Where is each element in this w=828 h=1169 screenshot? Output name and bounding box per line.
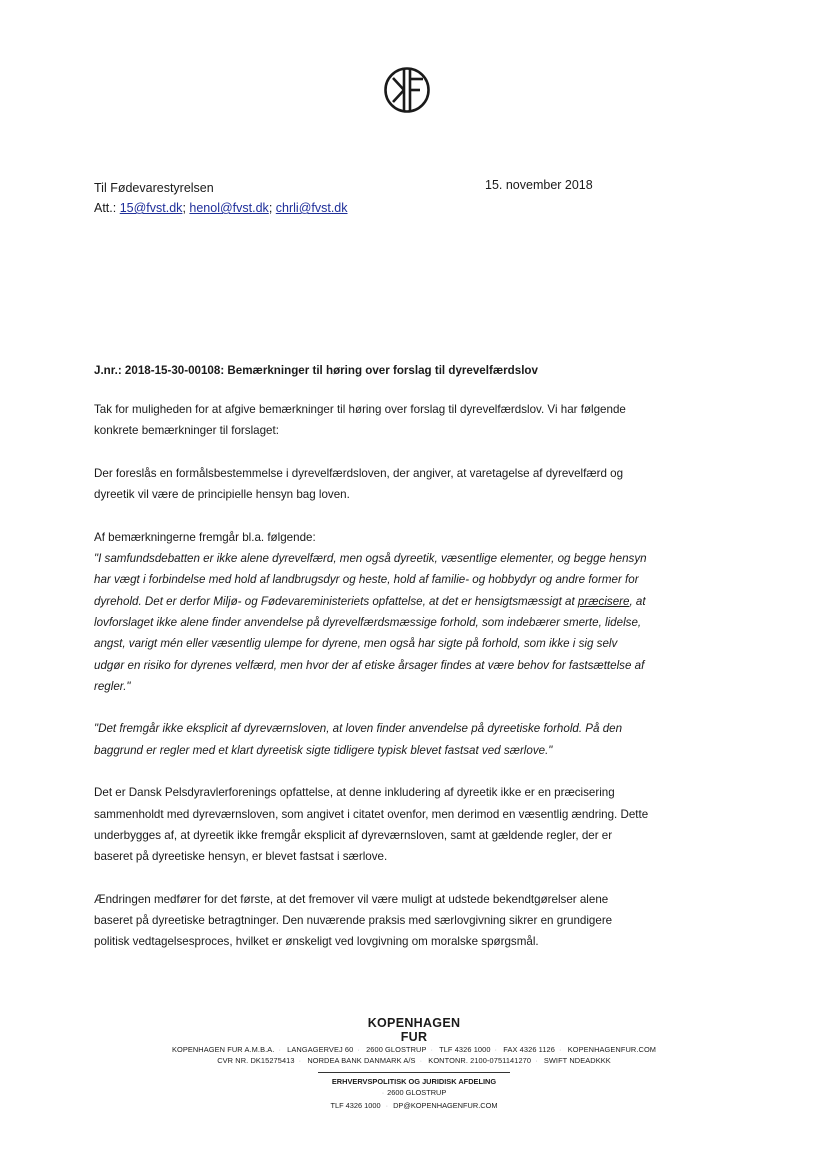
quote-text: "I samfundsdebatten er ikke alene dyrevelfærd, men også dyreetik, væsentlige elementer, og begge hensyn har vægt i forbindelse med hold af landbrugsdyr og heste, hold af familie- og hobbydyr og andre former for dyrehold. Det er derfor Miljø- og Fødevareministeriets opfattelse, at det er hensigtsmæssigt at — [94, 552, 647, 608]
footer-brand — [0, 1016, 828, 1044]
quote-text: , at lovforslaget ikke alene finder anvendelse på dyrevelfærdsmæssige forhold, som indebærer smerte, lidelse, angst, varigt mén eller væsentlig ulempe for dyrene, men også har sigte på forhold, som ikke i sig selv udgør en risiko for dyrenes velfærd, men hvor der af etiske årsager findes at være behov for fastsættelse af regler." — [94, 594, 646, 693]
brand-line-2: FUR — [400, 1030, 428, 1044]
letter-body — [94, 399, 649, 974]
phone: TLF 4326 1000 — [439, 1045, 491, 1054]
paragraph-intro: Tak for muligheden for at afgive bemærkninger til høring over forslag til dyrevelfærdslov. Vi har følgende konkrete bemærkninger til forslaget: — [94, 403, 626, 438]
department-city — [0, 1088, 828, 1098]
fax: FAX 4326 1126 — [503, 1045, 555, 1054]
paragraph-consequence: Ændringen medfører for det første, at det fremover vil være muligt at udstede bekendtgørelser alene baseret på dyreetiske betragtninger. Den nuværende praksis med særlovgivning sikrer en grundigere politisk vedtagelsesproces, hvilket er ønskeligt ved lovgivning om moralske spørgsmål. — [94, 892, 613, 949]
letter-date: 15. november 2018 — [485, 178, 593, 192]
footer-separator: · — [357, 1045, 360, 1054]
footer-separator: · — [298, 1056, 302, 1065]
footer-separator: · — [278, 1045, 282, 1054]
footer-divider — [318, 1072, 510, 1073]
footer-separator: · — [385, 1101, 389, 1110]
department-contact — [0, 1101, 828, 1111]
brand-line-1: KOPENHAGEN — [367, 1016, 461, 1030]
footer-bank-line — [0, 1056, 828, 1066]
footer-contact-line — [0, 1045, 828, 1055]
dept-email: DP@KOPENHAGENFUR.COM — [393, 1101, 498, 1110]
quote-intro: Af bemærkningerne fremgår bl.a. følgende: — [94, 530, 316, 544]
email-link-2[interactable]: henol@fvst.dk — [189, 201, 269, 215]
company-name: KOPENHAGEN FUR A.M.B.A. — [171, 1045, 275, 1054]
email-link-1[interactable]: 15@fvst.dk — [119, 201, 183, 215]
subject-line: J.nr.: 2018-15-30-00108: Bemærkninger til høring over forslag til dyrevelfærdslov — [94, 364, 538, 377]
website: KOPENHAGENFUR.COM — [567, 1045, 657, 1054]
quote-remarks — [94, 548, 649, 697]
cvr-number: CVR NR. DK15275413 — [217, 1056, 295, 1065]
att-label: Att.: — [94, 201, 117, 215]
email-link-3[interactable]: chrli@fvst.dk — [275, 201, 348, 215]
quote-underlined-word: præcisere — [577, 594, 630, 608]
paragraph-purpose: Der foreslås en formålsbestemmelse i dyrevelfærdsloven, der angiver, at varetagelse af dyrevelfærd og dyreetik vil være de principielle hensyn bag loven. — [94, 466, 624, 502]
footer-separator: · — [558, 1045, 562, 1054]
dept-phone: TLF 4326 1000 — [330, 1101, 381, 1110]
swift-code: SWIFT NDEADKKK — [543, 1056, 611, 1065]
kf-monogram-icon — [383, 66, 431, 114]
footer-separator: · — [430, 1045, 434, 1054]
department-name: ERHVERVSPOLITISK OG JURIDISK AFDELING — [331, 1077, 497, 1086]
footer-separator: · — [535, 1056, 538, 1065]
attention-line — [94, 198, 348, 218]
quote-second: "Det fremgår ikke eksplicit af dyreværnsloven, at loven finder anvendelse på dyreetiske forhold. På den baggrund er regler med et klart dyreetisk sigte tidligere typisk blevet fastsat ved særlove." — [94, 722, 623, 757]
dept-city-text: 2600 GLOSTRUP — [387, 1088, 447, 1097]
email-separator: ; — [268, 201, 273, 215]
postal-city: 2600 GLOSTRUP — [366, 1045, 427, 1054]
bank-name: NORDEA BANK DANMARK A/S — [307, 1056, 416, 1065]
recipient: Til Fødevarestyrelsen — [94, 181, 214, 195]
account-number: KONTONR. 2100-0751141270 — [428, 1056, 532, 1065]
paragraph-opinion: Det er Dansk Pelsdyravlerforenings opfattelse, at denne inkludering af dyreetik ikke er en præcisering sammenholdt med dyreværnsloven, som angivet i citatet ovenfor, men derimod en væsentlig ændring. Dette underbygges af, at dyreetik ikke fremgår eksplicit af dyreværnsloven, samt at gældende regler, der er baseret på dyreetiske hensyn, er blevet fastsat i særlove. — [94, 786, 649, 864]
recipient-block — [94, 178, 348, 218]
footer-separator: · — [494, 1045, 498, 1054]
street-address: LANGAGERVEJ 60 — [287, 1045, 354, 1054]
footer-separator: · — [381, 1088, 385, 1097]
footer-separator: · — [419, 1056, 423, 1065]
email-separator: ; — [182, 201, 186, 215]
